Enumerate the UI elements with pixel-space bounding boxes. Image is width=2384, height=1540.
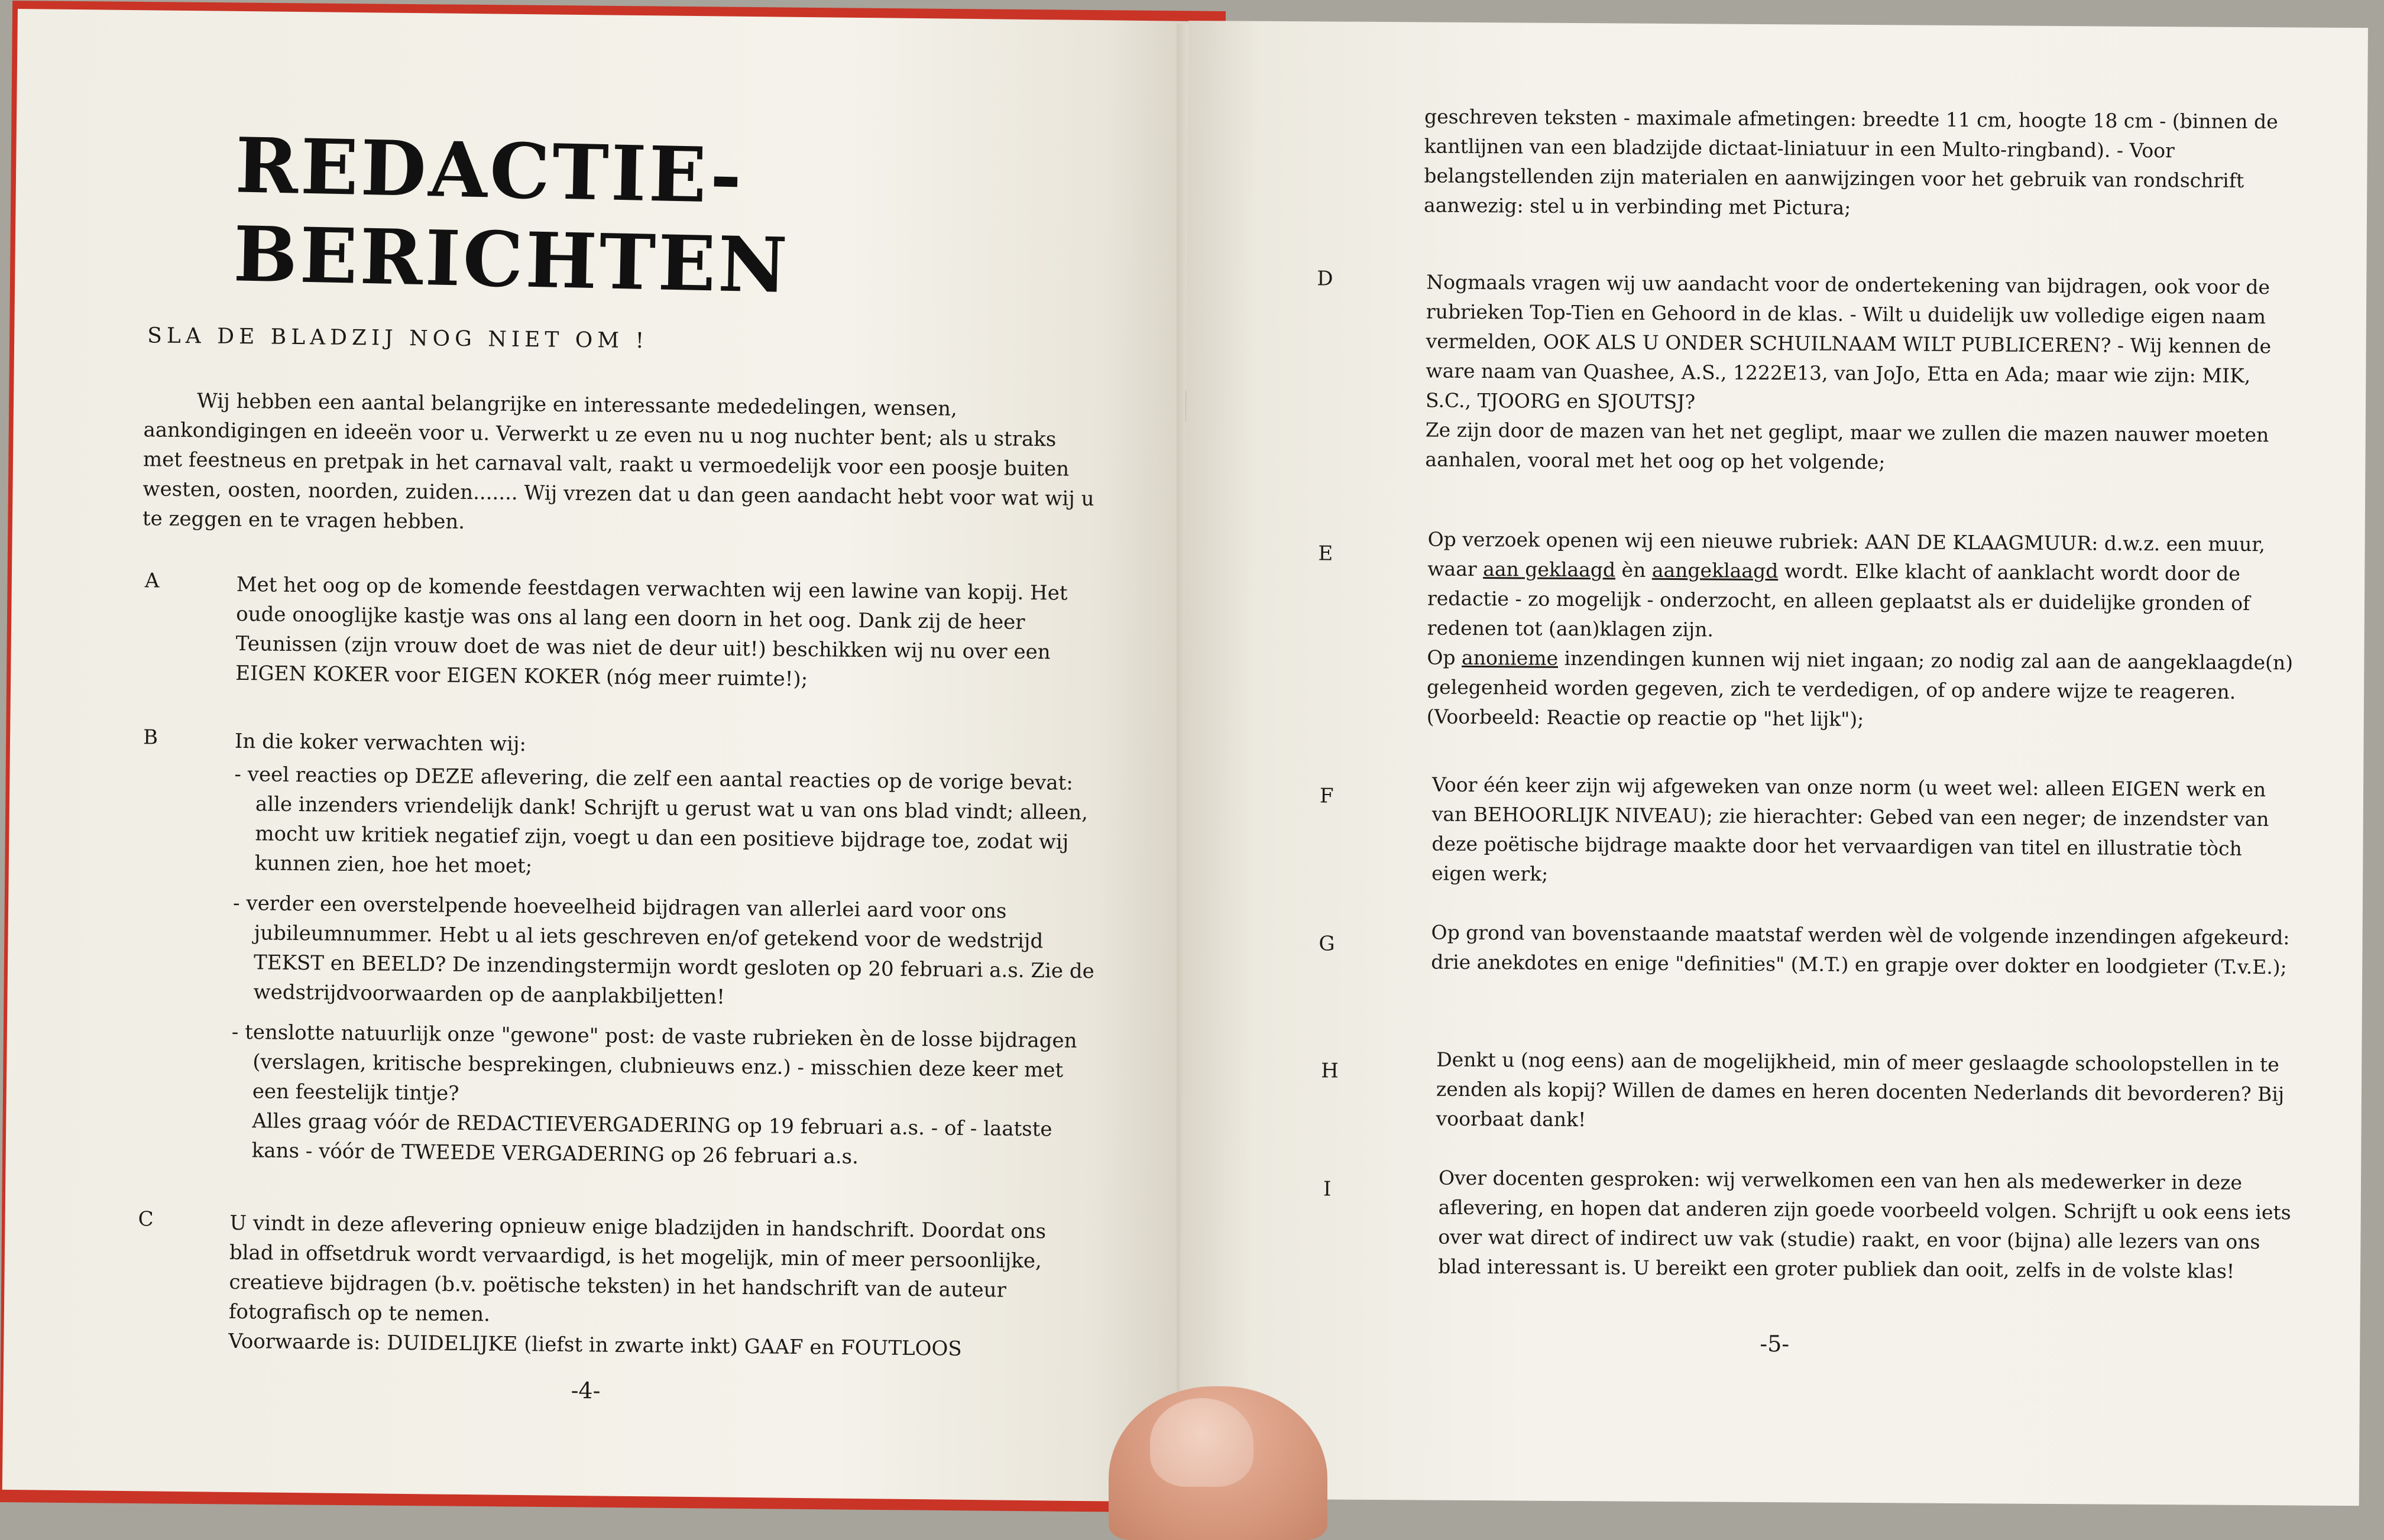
item-b-intro: In die koker verwachten wij: xyxy=(234,729,527,757)
item-c-text: U vindt in deze aflevering opnieuw enige bladzijden in handschrift. Doordat ons blad in offsetdruk wordt vervaardigd, is het mogelijk, min of meer persoonlijke, creatieve bijdragen (b.v. poëtische teksten) in het handschrift van de auteur fotografisch op te nemen. xyxy=(228,1211,1047,1327)
item-e-part-3: Op xyxy=(1427,646,1462,669)
page-title: REDACTIE-BERICHTEN xyxy=(232,121,791,310)
item-c-block xyxy=(228,1208,1093,1365)
item-e-underline-1: aan geklaagd xyxy=(1483,557,1616,582)
item-i-text: Over docenten gesproken: wij verwelkomen een van hen als medewerker in deze aflevering, en hopen dat anderen zijn goede voorbeeld volgen. Schrijft u ook eens iets over wat direct of indirect uw vak (studie) raakt, en voor (bijna) alle lezers van ons blad interessant is. U bereikt een groter publiek dan ooit, zelfs in de volste klas! xyxy=(1438,1166,2291,1283)
item-b-bullet-2: - verder een overstelpende hoeveelheid bijdragen van allerlei aard voor ons jubileumnummer. Hebt u al iets geschreven en/of getekend voor de wedstrijd TEKST en BEELD? De inzendingstermijn wordt gesloten op 20 februari a.s. Zie de wedstrijdvoorwaarden op de aanplakbiljetten! xyxy=(232,891,1094,1009)
item-letter-e: E xyxy=(1318,542,1333,566)
right-page xyxy=(1180,21,2368,1506)
item-b-block xyxy=(231,727,1099,1174)
item-letter-i: I xyxy=(1323,1177,1332,1201)
item-e-part-4: inzendingen kunnen wij niet ingaan; zo nodig zal aan de aangeklaagde(n) gelegenheid worden gegeven, zich te verdedigen, of op andere wijze te reageren. (Voorbeeld: Reactie op reactie op "het lijk"); xyxy=(1426,646,2294,731)
item-letter-g: G xyxy=(1319,932,1335,956)
item-g-text: Op grond van bovenstaande maatstaf werden wèl de volgende inzendingen afgekeurd: drie anekdotes en enige "definities" (M.T.) en grapje over dokter en loodgieter (T.v.E.); xyxy=(1431,920,2290,979)
item-e-part-2: wordt. Elke klacht of aanklacht wordt door de redactie - zo mogelijk - onderzocht, en alleen geplaatst als er duidelijke gronden of redenen tot (aan)klagen zijn. xyxy=(1427,559,2250,641)
page-number-left: -4- xyxy=(571,1377,601,1404)
left-page xyxy=(2,9,1200,1502)
item-b-closing: Alles graag vóór de REDACTIEVERGADERING op 19 februari a.s. - of - laatste kans - vóór de TWEEDE VERGADERING op 26 februari a.s. xyxy=(251,1109,1052,1169)
thumbnail xyxy=(1150,1398,1253,1487)
item-e-underline-2: aangeklaagd xyxy=(1651,558,1779,583)
item-e-mid-1: èn xyxy=(1615,558,1653,582)
item-h-text: Denkt u (nog eens) aan de mogelijkheid, min of meer geslaagde schoolopstellen in te zenden als kopij? Willen de dames en heren docenten Nederlands dit bevorderen? Bij voorbaat dank! xyxy=(1436,1048,2285,1132)
item-e-underline-3: anonieme xyxy=(1461,646,1559,670)
item-d-text-2: Ze zijn door de mazen van het net geglipt, maar we zullen die mazen nauwer moeten aanhalen, vooral met het oog op het volgende; xyxy=(1425,418,2269,474)
item-e-part-1: Op verzoek openen wij een nieuwe rubriek: AAN DE KLAAGMUUR: d.w.z. een muur, waar xyxy=(1427,527,2266,581)
item-letter-d: D xyxy=(1317,267,1333,291)
item-a-text: Met het oog op de komende feestdagen verwachten wij een lawine van kopij. Het oude onooglijke kastje was ons al lang een doorn in het oog. Dank zij de heer Teunissen (zijn vrouw doet de was niet de deur uit!) beschikken wij nu over een EIGEN KOKER voor EIGEN KOKER (nóg meer ruimte!); xyxy=(235,572,1068,692)
item-f-text: Voor één keer zijn wij afgeweken van onze norm (u weet wel: alleen EIGEN werk en van BEHOORLIJK NIVEAU); zie hierachter: Gebed van een neger; de inzendster van deze poëtische bijdrage maakte door het vervaardigen van titel en illustratie tòch eigen werk; xyxy=(1431,773,2269,886)
subheading: SLA DE BLADZIJ NOG NIET OM ! xyxy=(147,323,649,354)
item-d-text: Nogmaals vragen wij uw aandacht voor de ondertekening van bijdragen, ook voor de rubrieken Top-Tien en Gehoord in de klas. - Wilt u duidelijk uw volledige eigen naam vermelden, OOK ALS U ONDER SCHUILNAAM WILT PUBLICEREN? - Wij kennen de ware naam van Quashee, A.S., 1222E13, van JoJo, Etta en Ada; maar wie zijn: MIK, S.C., TJOORG en SJOUTSJ? xyxy=(1425,270,2272,414)
item-c-closing: Voorwaarde is: DUIDELIJKE (liefst in zwarte inkt) GAAF en FOUTLOOS xyxy=(228,1329,962,1361)
item-d-block xyxy=(1425,267,2298,479)
page-number-right: -5- xyxy=(1760,1330,1790,1357)
item-letter-f: F xyxy=(1319,784,1334,808)
item-letter-a: A xyxy=(144,569,160,593)
item-letter-h: H xyxy=(1321,1059,1339,1083)
intro-paragraph: Wij hebben een aantal belangrijke en interessante mededelingen, wensen, aankondigingen en ideeën voor u. Verwerkt u ze even nu u nog nuchter bent; als u straks met feestneus en pretpak in het carnaval valt, raakt u vermoedelijk voor een poosje buiten westen, oosten, noorden, zuiden....... Wij vrezen dat u dan geen aandacht hebt voor wat wij u te zeggen en te vragen hebben. xyxy=(142,389,1094,534)
item-b-bullet-1: - veel reacties op DEZE aflevering, die zelf een aantal reacties op de vorige bevat: alle inzenders vriendelijk dank! Schrijft u gerust wat u van ons blad vindt; alleen, mocht uw kritiek negatief zijn, voegt u dan een positieve bijdrage toe, zodat wij kunnen zien, hoe het moet; xyxy=(234,762,1089,878)
item-letter-c: C xyxy=(138,1207,154,1231)
item-letter-b: B xyxy=(142,725,158,750)
item-b-bullet-3: - tenslotte natuurlijk onze "gewone" post: de vaste rubrieken èn de losse bijdragen (verslagen, kritische besprekingen, clubnieuws enz.) - misschien deze keer met een feestelijk tintje? xyxy=(231,1020,1077,1105)
item-e-text xyxy=(1427,524,2297,737)
continuation-text: geschreven teksten - maximale afmetingen: breedte 11 cm, hoogte 18 cm - (binnen de kantlijnen van een bladzijde dictaat-liniatuur in een Multo-ringband). - Voor belangstellenden zijn materialen en aanwijzingen voor het gebruik van rondschrift aanwezig: stel u in verbinding met Pictura; xyxy=(1423,105,2278,219)
